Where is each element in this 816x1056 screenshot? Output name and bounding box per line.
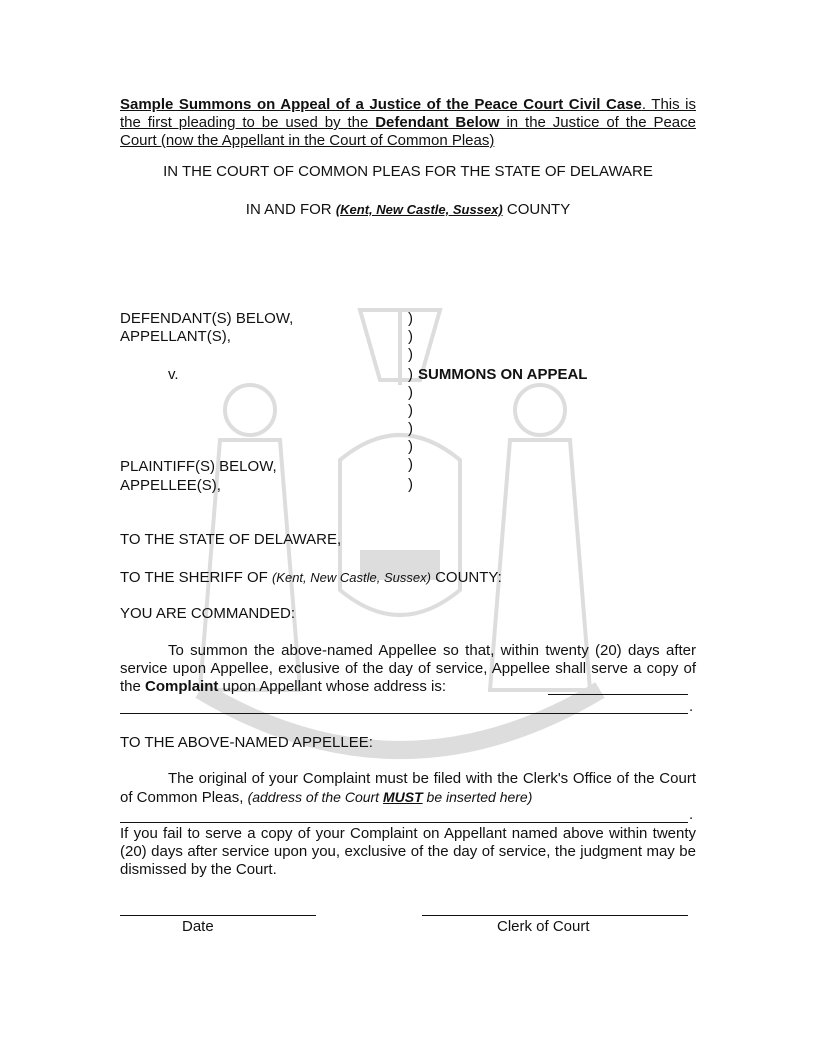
intro-note (120, 96, 696, 150)
intro-text: . This is the first pleading to be used by the (120, 96, 696, 131)
delaware-seal-watermark (160, 290, 640, 770)
p2-italic: (address of the Court (247, 789, 383, 805)
appellant-address-blank-2[interactable] (120, 713, 688, 714)
command-paragraph (120, 642, 696, 696)
p2-italic-2: be inserted here) (422, 789, 533, 805)
clerk-signature-line[interactable] (422, 915, 688, 916)
to-state: TO THE STATE OF DELAWARE, (120, 531, 342, 548)
caption-paren: ) (408, 438, 413, 455)
warning-paragraph: If you fail to serve a copy of your Complaint on Appellant named above within twenty (20) days after service upon you, exclusive of the day of service, the judgment may be dismissed by the Court. (120, 825, 696, 878)
p1-text-2: upon Appellant whose address is: (218, 678, 447, 695)
p1-bold: Complaint (145, 678, 219, 695)
caption-paren: ) (408, 456, 413, 473)
appellant-label: APPELLANT(S), (120, 328, 231, 345)
p1-text: To summon the above-named Appellee so that, within twenty (20) days after service upon Appellee, exclusive of the day of service, Appellee shall serve a copy of the (120, 642, 696, 695)
summons-title: SUMMONS ON APPEAL (418, 366, 588, 383)
appellee-label: APPELLEE(S), (120, 477, 221, 494)
intro-text-2: in the Justice of the Peace Court (now the Appellant in the Court of Common Pleas) (120, 114, 696, 149)
intro-title: Sample Summons on Appeal of a Justice of the Peace Court Civil Case (120, 96, 642, 113)
caption-paren: ) (408, 328, 413, 345)
to-sheriff (120, 569, 502, 587)
caption-paren: ) (408, 476, 413, 493)
county-prefix: IN AND FOR (245, 201, 336, 218)
caption-paren: ) (408, 384, 413, 401)
sheriff-suffix: COUNTY: (430, 569, 502, 586)
county-options: (Kent, New Castle, Sussex) (335, 202, 503, 217)
period: . (689, 698, 694, 715)
appellant-address-blank[interactable] (548, 694, 688, 695)
period: . (689, 806, 694, 823)
caption-paren: ) (408, 402, 413, 419)
versus-label: v. (168, 366, 179, 383)
to-appellee: TO THE ABOVE-NAMED APPELLEE: (120, 734, 373, 751)
filing-paragraph (120, 770, 696, 807)
plaintiff-label: PLAINTIFF(S) BELOW, (120, 458, 277, 475)
clerk-label: Clerk of Court (497, 918, 590, 935)
sheriff-prefix: TO THE SHERIFF OF (120, 569, 272, 586)
court-address-blank[interactable] (120, 822, 688, 823)
defendant-label: DEFENDANT(S) BELOW, (120, 310, 294, 327)
county-suffix: COUNTY (502, 201, 571, 218)
caption-paren: ) (408, 346, 413, 363)
commanded: YOU ARE COMMANDED: (120, 605, 296, 622)
caption-paren: ) (408, 310, 413, 327)
must-emphasis: MUST (382, 789, 423, 805)
county-heading (120, 201, 696, 219)
sheriff-options: (Kent, New Castle, Sussex) (271, 570, 431, 585)
caption-paren: ) (408, 420, 413, 437)
date-signature-line[interactable] (120, 915, 316, 916)
court-heading: IN THE COURT OF COMMON PLEAS FOR THE STATE OF DELAWARE (163, 163, 653, 180)
date-label: Date (182, 918, 214, 935)
intro-bold: Defendant Below (375, 114, 500, 131)
p2-text: The original of your Complaint must be filed with the Clerk's Office of the Court of Common Pleas, (120, 770, 696, 806)
caption-paren: ) (408, 366, 413, 383)
